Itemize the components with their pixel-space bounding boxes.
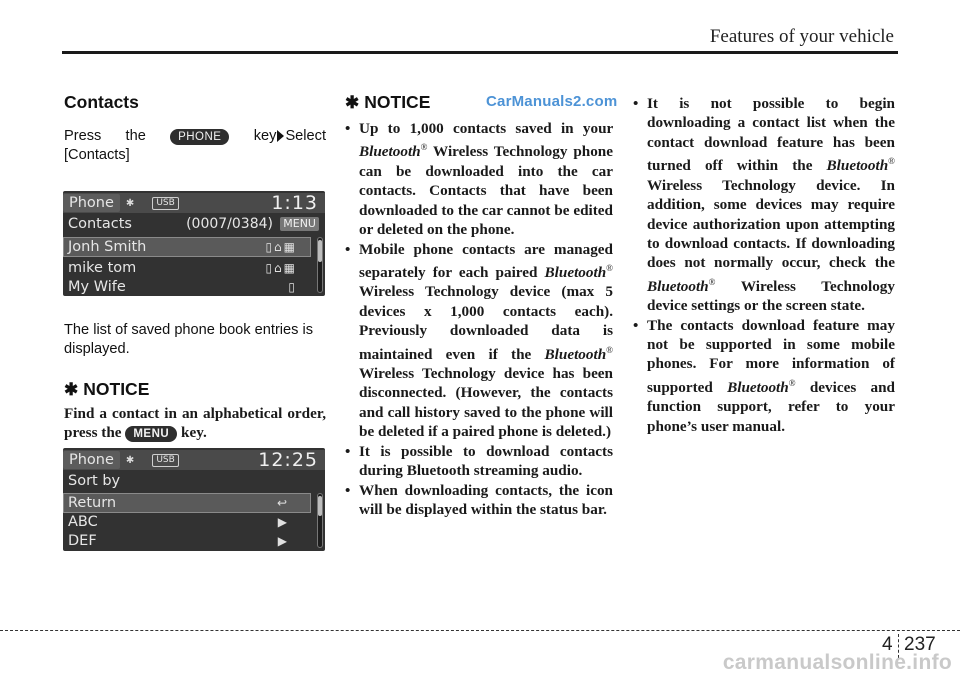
bullet-text: Wireless Technology device (max 5 devices x 1,000 contacts each). Previously downloaded data is maintained even if the	[359, 283, 613, 363]
contact-count: (0007/0384)	[186, 216, 273, 232]
section-title: Contacts	[64, 92, 139, 112]
bullet-text: The contacts download feature may not be supported in some mobile phones. For more information of supported	[647, 316, 895, 396]
notice-heading-label: NOTICE	[364, 92, 431, 112]
bullet-text: Mobile phone contacts are managed separately for each paired	[359, 240, 613, 281]
screen-clock: 1:13	[271, 192, 318, 214]
bullet-text: It is not possible to begin downloading a contact list when the contact download feature has been turned off within the	[647, 95, 895, 175]
screen-sort-by	[63, 448, 325, 551]
press-instruction	[64, 127, 326, 165]
list-item	[633, 316, 895, 437]
source-watermark: CarManuals2.com	[486, 93, 618, 110]
sort-row	[63, 493, 311, 513]
list-item	[345, 119, 613, 240]
arrow-right-icon: ▶	[277, 534, 287, 548]
screen-header-bar	[63, 193, 325, 213]
column-2	[345, 92, 613, 519]
bluetooth-icon: ✱	[125, 454, 135, 466]
screen-subheader	[63, 471, 325, 491]
list-item	[633, 94, 895, 316]
word-the: the	[125, 128, 146, 144]
list-item	[345, 442, 613, 481]
registered-mark: ®	[888, 156, 895, 167]
column-1	[64, 92, 326, 165]
bullet-text: Wireless Technology device settings or the screen state.	[647, 277, 895, 315]
bluetooth-word: Bluetooth	[359, 143, 421, 161]
usb-icon: USB	[152, 197, 178, 210]
sort-option-label: Return	[68, 495, 117, 511]
arrow-right-icon	[277, 130, 284, 142]
word-key: key	[253, 128, 277, 144]
registered-mark: ®	[420, 142, 428, 153]
bullet-text: When downloading contacts, the icon will be displayed within the status bar.	[359, 481, 613, 518]
scroll-thumb	[318, 496, 322, 516]
description-text: The list of saved phone book entries is displayed.	[64, 322, 314, 357]
registered-mark: ®	[606, 262, 614, 273]
sort-row	[63, 531, 311, 551]
bullet-text: Wireless Technology device has been disconnected. (However, the contacts and call history saved to the phone will be deleted if a paired phone is deleted.)	[359, 365, 613, 441]
notice-heading	[64, 379, 326, 400]
contact-name: mike tom	[68, 260, 137, 276]
footer-rule	[0, 630, 960, 631]
menu-key-icon: MENU	[125, 426, 177, 442]
bluetooth-word: Bluetooth	[647, 277, 709, 295]
screen-phone-label: Phone	[63, 451, 120, 469]
screen-subheader	[63, 214, 325, 234]
registered-mark: ®	[708, 276, 716, 287]
notice-star-icon: ✱	[345, 92, 360, 112]
list-item	[345, 240, 613, 442]
page-number: 237	[904, 634, 936, 655]
sort-row	[63, 512, 311, 532]
contact-name: Jonh Smith	[68, 239, 147, 255]
bluetooth-word: Bluetooth	[544, 263, 607, 281]
notice-text-before: Find a contact in an alphabetical order, press the	[64, 405, 326, 442]
sort-option-label: ABC	[68, 514, 98, 530]
contact-type-icons: ▯	[288, 280, 297, 294]
arrow-right-icon: ▶	[277, 515, 287, 529]
scroll-thumb	[318, 240, 322, 262]
return-icon: ↩	[276, 496, 287, 510]
bluetooth-icon: ✱	[125, 197, 135, 209]
contact-type-icons: ▯⌂▦	[265, 261, 297, 275]
usb-icon: USB	[152, 454, 178, 467]
screen-contacts	[63, 191, 325, 296]
bluetooth-word: Bluetooth	[544, 345, 607, 363]
contact-type-icons: ▯⌂▦	[265, 240, 297, 254]
bluetooth-word: Bluetooth	[727, 378, 789, 396]
menu-tag: MENU	[280, 217, 319, 231]
registered-mark: ®	[606, 344, 613, 355]
notice-block-1	[64, 379, 326, 443]
contact-row	[63, 237, 311, 257]
notice-heading-label: NOTICE	[83, 379, 150, 399]
bullet-text: Up to 1,000 contacts saved in your	[359, 120, 613, 137]
header-title: Features of your vehicle	[709, 26, 894, 47]
bullet-text: It is possible to download contacts during Bluetooth streaming audio.	[359, 442, 613, 480]
list-item	[345, 481, 613, 520]
screen-subheader-label: Contacts	[68, 216, 132, 232]
sort-option-label: DEF	[68, 533, 97, 549]
site-watermark: carmanualsonline.info	[722, 651, 952, 674]
bullet-text: devices and function support, refer to your phone’s user manual.	[647, 378, 895, 435]
notice-text-after: key.	[181, 424, 207, 442]
bullet-text: Wireless Technology phone can be downloaded into the car contacts. Contacts that have been downloaded to the car cannot be edited or deleted on the phone.	[359, 143, 613, 239]
contact-row	[63, 277, 311, 296]
screen-subheader-label: Sort by	[68, 473, 121, 489]
screen-phone-label: Phone	[63, 194, 120, 212]
word-press: Press	[64, 128, 102, 144]
key-select	[254, 127, 326, 146]
notice-heading	[345, 92, 613, 113]
bullet-text: Wireless Technology device. In addition, some devices may require device authorization upon attempting to download contacts. If downloading does not normally occur, check the	[647, 176, 895, 272]
column-3	[633, 94, 895, 436]
screen-clock: 12:25	[258, 449, 318, 471]
word-select: Select	[285, 128, 326, 144]
contact-row	[63, 258, 311, 278]
screen-header-bar	[63, 450, 325, 470]
chapter-number: 4	[882, 634, 893, 655]
registered-mark: ®	[788, 377, 796, 388]
notice-bullet-list	[345, 119, 613, 519]
contact-name: My Wife	[68, 279, 126, 295]
scrollbar	[317, 493, 323, 548]
notice-bullet-list	[633, 94, 895, 436]
header-rule	[62, 51, 898, 54]
press-line-2: [Contacts]	[64, 147, 130, 163]
notice-text	[64, 404, 326, 443]
notice-star-icon: ✱	[64, 379, 79, 399]
bluetooth-word: Bluetooth	[826, 157, 889, 175]
scrollbar	[317, 237, 323, 293]
phone-key-icon: PHONE	[170, 129, 229, 145]
press-line	[64, 127, 326, 146]
